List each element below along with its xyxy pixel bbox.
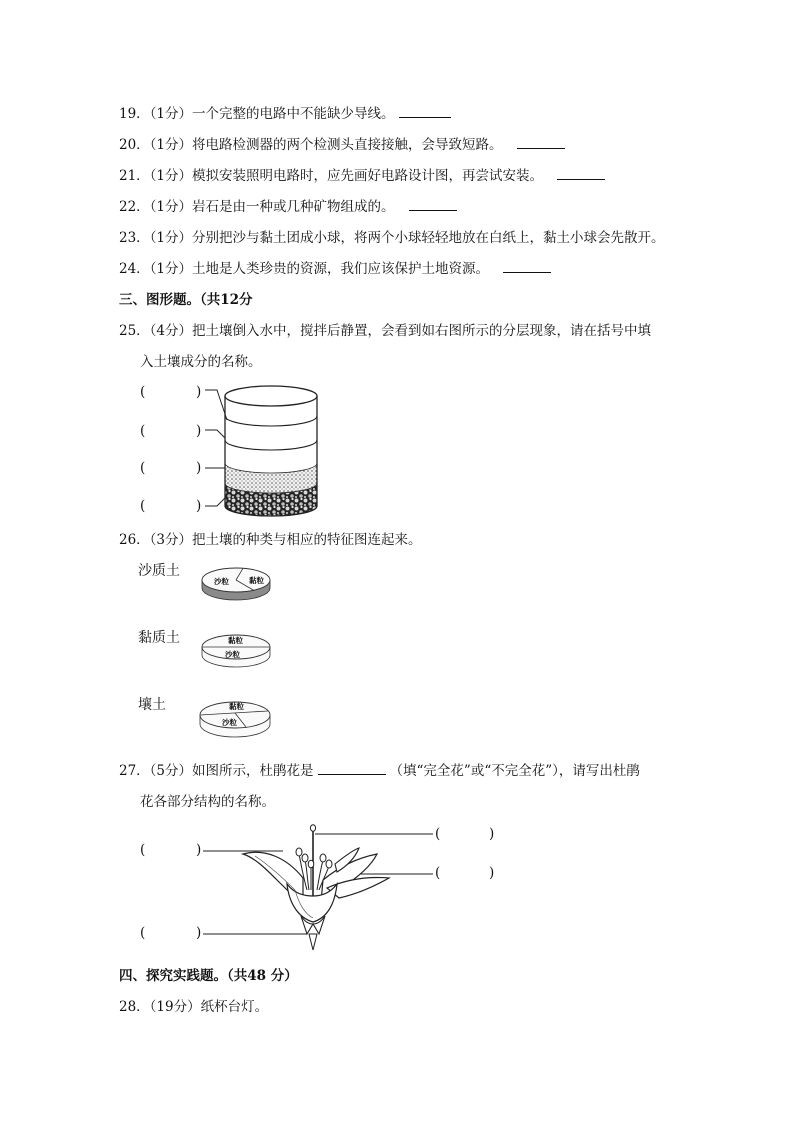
soil-type-clay[interactable]: 黏质土 xyxy=(138,630,180,646)
question-25-line2: 入土壤成分的名称。 xyxy=(140,354,262,370)
answer-bracket-close: ) xyxy=(196,423,202,439)
answer-bracket-close: ) xyxy=(196,498,202,514)
answer-bracket-close: ) xyxy=(489,826,495,842)
question-28: 28．（19分）纸杯台灯。 xyxy=(119,999,269,1015)
answer-bracket-open: ( xyxy=(140,498,146,514)
answer-blank[interactable] xyxy=(318,762,386,775)
label-sand: 沙粒 xyxy=(222,718,237,727)
answer-blank[interactable] xyxy=(517,136,565,149)
question-24: 24．（1分）土地是人类珍贵的资源，我们应该保护土地资源。 xyxy=(119,260,551,278)
answer-blank[interactable] xyxy=(503,260,551,273)
answer-bracket-open: ( xyxy=(140,842,146,858)
answer-bracket-close: ) xyxy=(196,384,202,400)
question-26: 26．（3分）把土壤的种类与相应的特征图连起来。 xyxy=(119,532,422,548)
question-27-line1: 27．（5分）如图所示，杜鹃花是 （填“完全花”或“不完全花”），请写出杜鹃 xyxy=(119,763,640,779)
answer-bracket-open: ( xyxy=(140,925,146,941)
question-21: 21．（1分）模拟安装照明电路时，应先画好电路设计图，再尝试安装。 xyxy=(119,167,605,185)
pie-loam-feature[interactable] xyxy=(196,697,274,743)
question-23: 23．（1分）分别把沙与黏土团成小球，将两个小球轻轻地放在白纸上，黏土小球会先散开。 xyxy=(119,230,665,246)
answer-blank[interactable] xyxy=(409,198,457,211)
section-3-title: 三、图形题。（共12分 xyxy=(119,292,253,308)
pie-sandy-feature[interactable] xyxy=(198,563,274,607)
question-25-line1: 25．（4分）把土壤倒入水中，搅拌后静置，会看到如右图所示的分层现象，请在括号中填 xyxy=(119,323,652,339)
answer-bracket-close: ) xyxy=(196,460,202,476)
question-20: 20．（1分）将电路检测器的两个检测头直接接触，会导致短路。 xyxy=(119,136,565,154)
answer-bracket-close: ) xyxy=(196,842,202,858)
question-19: 19．（1分）一个完整的电路中不能缺少导线。 xyxy=(119,105,451,123)
answer-blank[interactable] xyxy=(557,167,605,180)
pie-clay-feature[interactable] xyxy=(198,630,274,674)
answer-bracket-close: ) xyxy=(489,865,495,881)
answer-bracket-open: ( xyxy=(140,423,146,439)
answer-bracket-open: ( xyxy=(140,460,146,476)
question-22: 22．（1分）岩石是由一种或几种矿物组成的。 xyxy=(119,198,457,216)
soil-type-sandy[interactable]: 沙质土 xyxy=(138,563,180,579)
answer-bracket-close: ) xyxy=(196,925,202,941)
label-clay: 黏粒 xyxy=(249,576,264,585)
azalea-flower-figure xyxy=(195,818,435,954)
soil-type-loam[interactable]: 壤土 xyxy=(138,697,166,713)
soil-layers-beaker-figure xyxy=(195,378,330,520)
section-4-title: 四、探究实践题。（共48 分） xyxy=(119,968,298,984)
answer-blank[interactable] xyxy=(399,105,451,118)
question-27-line2: 花各部分结构的名称。 xyxy=(140,794,275,810)
answer-bracket-open: ( xyxy=(435,865,441,881)
label-clay: 黏粒 xyxy=(229,702,244,711)
answer-bracket-open: ( xyxy=(140,384,146,400)
label-sand: 沙粒 xyxy=(225,650,240,659)
answer-bracket-open: ( xyxy=(435,826,441,842)
label-sand: 沙粒 xyxy=(214,577,229,586)
label-clay: 黏粒 xyxy=(228,636,243,645)
